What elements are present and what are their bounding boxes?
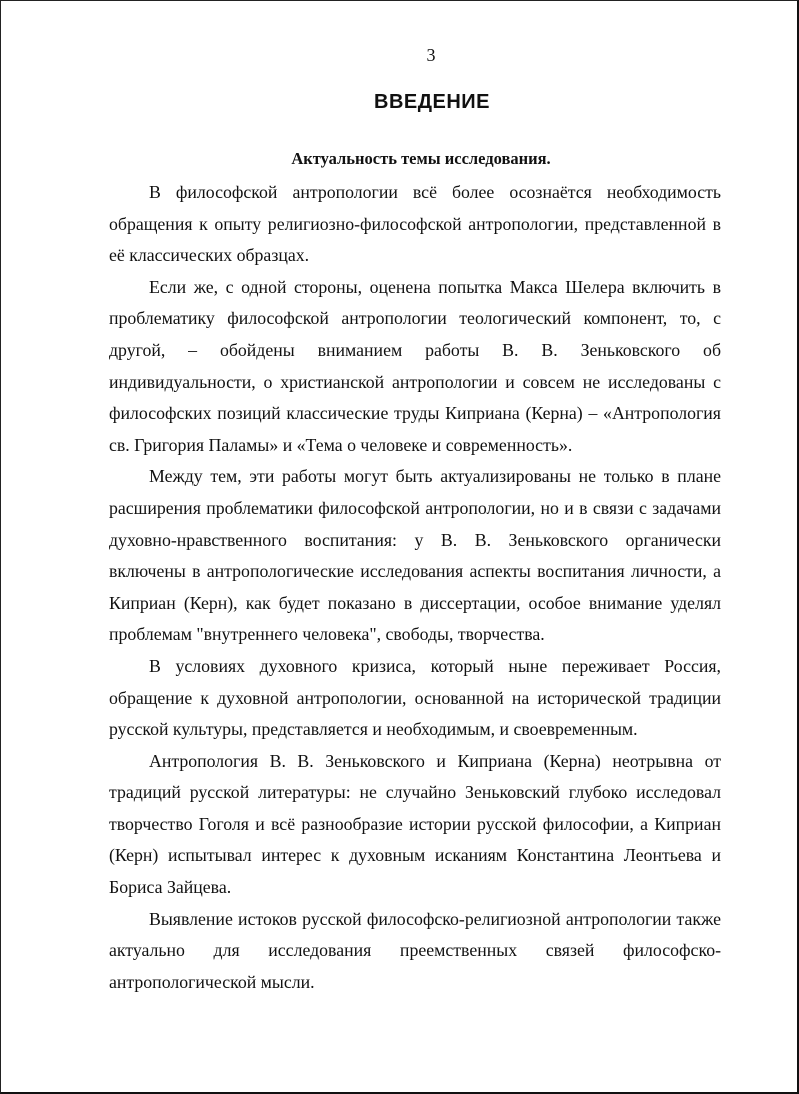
page-number: 3 xyxy=(426,45,436,65)
document-body xyxy=(109,177,721,998)
paragraph: Антропология В. В. Зеньковского и Киприана (Керна) неотрывна от традиций русской литературы: не случайно Зеньковский глубоко исследовал творчество Гоголя и всё разнообразие истории русской философии, а Киприан (Керн) испытывал интерес к духовным исканиям Константина Леонтьева и Бориса Зайцева. xyxy=(109,750,721,898)
paragraph: В философской антропологии всё более осознаётся необходимость обращения к опыту религиозно-философской антропологии, представленной в её классических образцах. xyxy=(109,182,721,266)
page-title: ВВЕДЕНИЕ xyxy=(374,91,490,113)
paragraph: Если же, с одной стороны, оценена попытка Макса Шелера включить в проблематику философской антропологии теологический компонент, то, с другой, – обойдены вниманием работы В. В. Зеньковского об индивидуальности, о христианской антропологии и совсем не исследованы с философских позиций классические труды Киприана (Керна) – «Антропология св. Григория Паламы» и «Тема о человеке и современность». xyxy=(109,276,721,455)
paragraph: В условиях духовного кризиса, который ныне переживает Россия, обращение к духовной антропологии, основанной на исторической традиции русской культуры, представляется и необходимым, и своевременным. xyxy=(109,655,721,740)
section-subheading: Актуальность темы исследования. xyxy=(291,149,551,168)
paragraph: Между тем, эти работы могут быть актуализированы не только в плане расширения проблематики философской антропологии, но и в связи с задачами духовно-нравственного воспитания: у В. В. Зеньковского органически включены в антропологические исследования аспекты воспитания личности, а Киприан (Керн), как будет показано в диссертации, особое внимание уделял проблемам "внутреннего человека", свободы, творчества. xyxy=(109,466,721,645)
paragraph: Выявление истоков русской философско-религиозной антропологии также актуально для исследования преемственных связей философско-антропологической мысли. xyxy=(109,908,721,992)
